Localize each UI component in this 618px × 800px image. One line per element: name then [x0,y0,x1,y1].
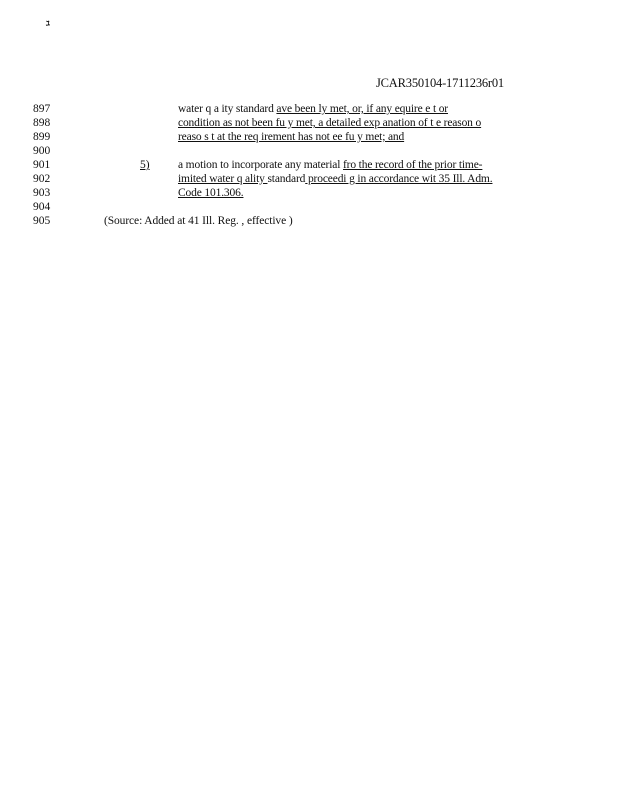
line-number: 898 [33,117,51,129]
document-line [0,158,618,172]
document-line [0,130,618,144]
list-marker: 5) [140,159,150,171]
line-text [178,116,481,130]
document-line [0,144,618,158]
line-text [178,158,482,172]
line-number: 905 [33,215,51,227]
document-line [0,200,618,214]
underlined-text: ave been ly met, or, if any equire e t or [276,103,448,115]
line-number: 903 [33,187,51,199]
line-text [178,102,448,116]
line-text [178,172,492,186]
corner-mark: ﾕ [46,19,49,28]
document-id: JCAR350104-1711236r01 [376,76,504,90]
text-segment: water q a ity standard [178,103,277,115]
text-segment: a motion to incorporate any material [178,159,343,171]
document-line [0,214,618,228]
line-number: 897 [33,103,51,115]
line-number: 902 [33,173,51,185]
document-line [0,172,618,186]
text-segment: standard [267,173,306,185]
line-number: 901 [33,159,51,171]
source-note: (Source: Added at 41 Ill. Reg. , effective ) [104,215,293,227]
line-number: 900 [33,145,51,157]
line-text [178,186,243,200]
underlined-text: imited water q ality [178,173,268,185]
line-text [178,130,404,144]
document-line [0,102,618,116]
line-number: 899 [33,131,51,143]
underlined-text: proceedi g in accordance wit 35 Ill. Adm. [305,173,493,185]
document-line [0,186,618,200]
line-number: 904 [33,201,51,213]
document-line [0,116,618,130]
underlined-text: condition as not been fu y met, a detailed exp anation of t e reason o [178,117,482,129]
underlined-text: fro the record of the prior time- [342,159,483,171]
underlined-text: reaso s t at the req irement has not ee fu y met; and [178,131,405,143]
underlined-text: Code 101.306. [178,187,244,199]
